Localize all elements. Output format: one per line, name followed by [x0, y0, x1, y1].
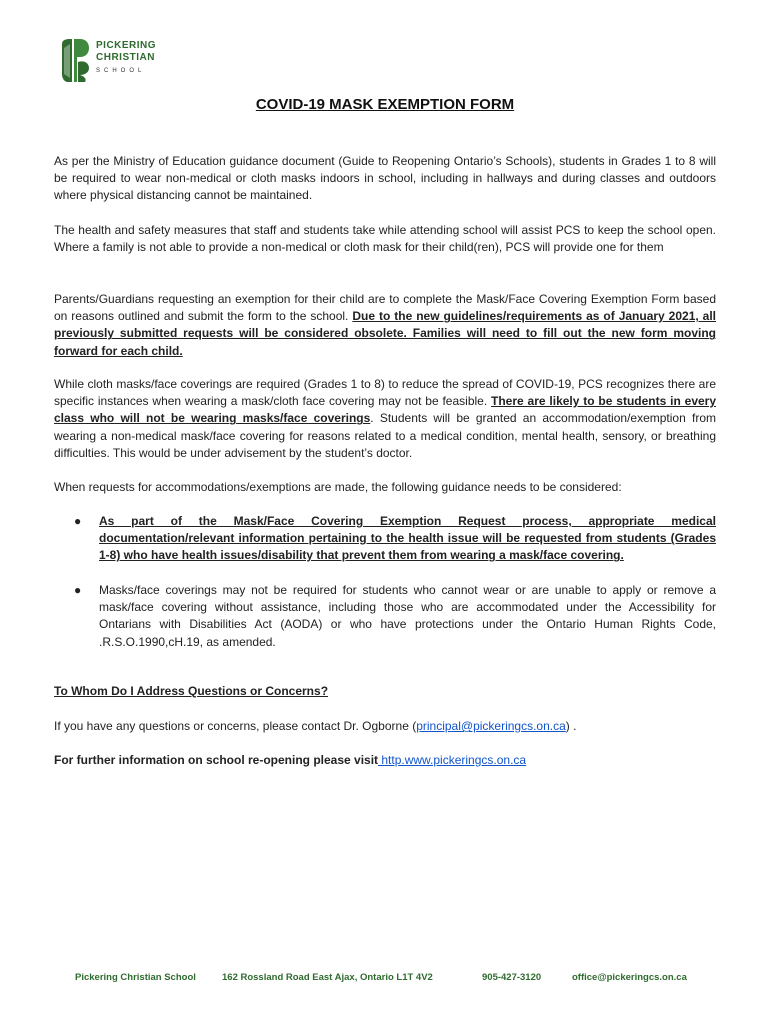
mask-recognition-text: While cloth masks/face coverings are required (Grades 1 to 8) to reduce the spread of COVID-19, PCS recognizes there are specific instances when wearing a mask/cloth face covering may not be feasible.: [54, 377, 716, 409]
bullet-icon: ●: [74, 514, 82, 528]
page-footer: [0, 972, 770, 986]
footer-school-name: Pickering Christian School: [75, 972, 196, 983]
aoda-item: Masks/face coverings may not be required for students who cannot wear or are unable to apply or remove a mask/face covering without assistance, including those who are accommodated under the Accessibility for Ontarians with Disabilities Act (AODA) or who have protections under the Ontario Human Rights Code, .R.S.O.1990,cH.19, as amended.: [99, 583, 716, 649]
list-item: [54, 582, 716, 651]
principal-email-link[interactable]: principal@pickeringcs.on.ca: [416, 719, 566, 733]
paragraph-ministry: As per the Ministry of Education guidance document (Guide to Reopening Ontario’s Schools), students in Grades 1 to 8 will be required to wear non-medical or cloth masks indoors in school, including in hallways and during classes and outdoors where physical distancing cannot be maintained.: [54, 154, 716, 203]
logo-name-line3: SCHOOL: [96, 68, 146, 74]
guidance-list: [54, 513, 716, 565]
new-guidelines-notice: Due to the new guidelines/requirements as of January 2021, all previously submitted requests will be considered obsolete. Families will need to fill out the new form moving forward for each child.: [54, 309, 717, 358]
paragraph-safety: The health and safety measures that staff and students take while attending school will assist PCS to keep the school open. Where a family is not able to provide a non-medical or cloth mask for their child(ren), PCS will provide one for them: [54, 223, 716, 255]
contact-text: If you have any questions or concerns, please contact Dr. Ogborne (: [54, 719, 417, 733]
paragraph-exemption-request: [54, 291, 716, 360]
school-logo: [58, 38, 158, 86]
list-item: [54, 513, 716, 565]
page-title: COVID-19 MASK EXEMPTION FORM: [255, 96, 515, 113]
paragraph-mask-recognition: [54, 376, 716, 462]
contact-line: [54, 718, 716, 735]
contact-text-end: ) .: [565, 719, 577, 733]
footer-phone: 905-427-3120: [482, 972, 542, 983]
school-website-link[interactable]: http.www.pickeringcs.on.ca: [378, 753, 527, 767]
questions-heading-text: To Whom Do I Address Questions or Concerns?: [54, 684, 329, 698]
logo-name-line2: CHRISTIAN: [96, 52, 155, 63]
footer-address: 162 Rossland Road East Ajax, Ontario L1T 4V2: [222, 972, 433, 983]
pcs-crest-icon: [58, 38, 92, 84]
questions-heading: [54, 683, 716, 700]
guidance-list-2: [54, 582, 716, 651]
exemption-request-text: Parents/Guardians requesting an exemption for their child are to complete the Mask/Face Covering Exemption Form based on reasons outlined and submit the form to the school.: [54, 292, 716, 324]
bullet-icon: ●: [74, 583, 82, 597]
further-info-line: [54, 752, 716, 769]
further-info-label: For further information on school re-opening please visit: [54, 753, 379, 767]
footer-email: office@pickeringcs.on.ca: [572, 972, 687, 983]
students-not-wearing-notice: There are likely to be students in every class who will not be wearing masks/face coverings: [54, 394, 717, 426]
medical-documentation-item: As part of the Mask/Face Covering Exemption Request process, appropriate medical documentation/relevant information pertaining to the health issue will be requested from students (Grades 1-8) who have health issues/disability that prevent them from wearing a mask/face covering.: [99, 514, 716, 563]
paragraph-guidance-intro: When requests for accommodations/exemptions are made, the following guidance needs to be considered:: [54, 480, 622, 494]
logo-name-line1: PICKERING: [96, 40, 157, 51]
accommodation-text: . Students will be granted an accommodation/exemption from wearing a non-medical mask/face covering for reasons related to a medical condition, mental health, sensory, or breathing difficulties. This would be under advisement by the student’s doctor.: [54, 411, 716, 460]
